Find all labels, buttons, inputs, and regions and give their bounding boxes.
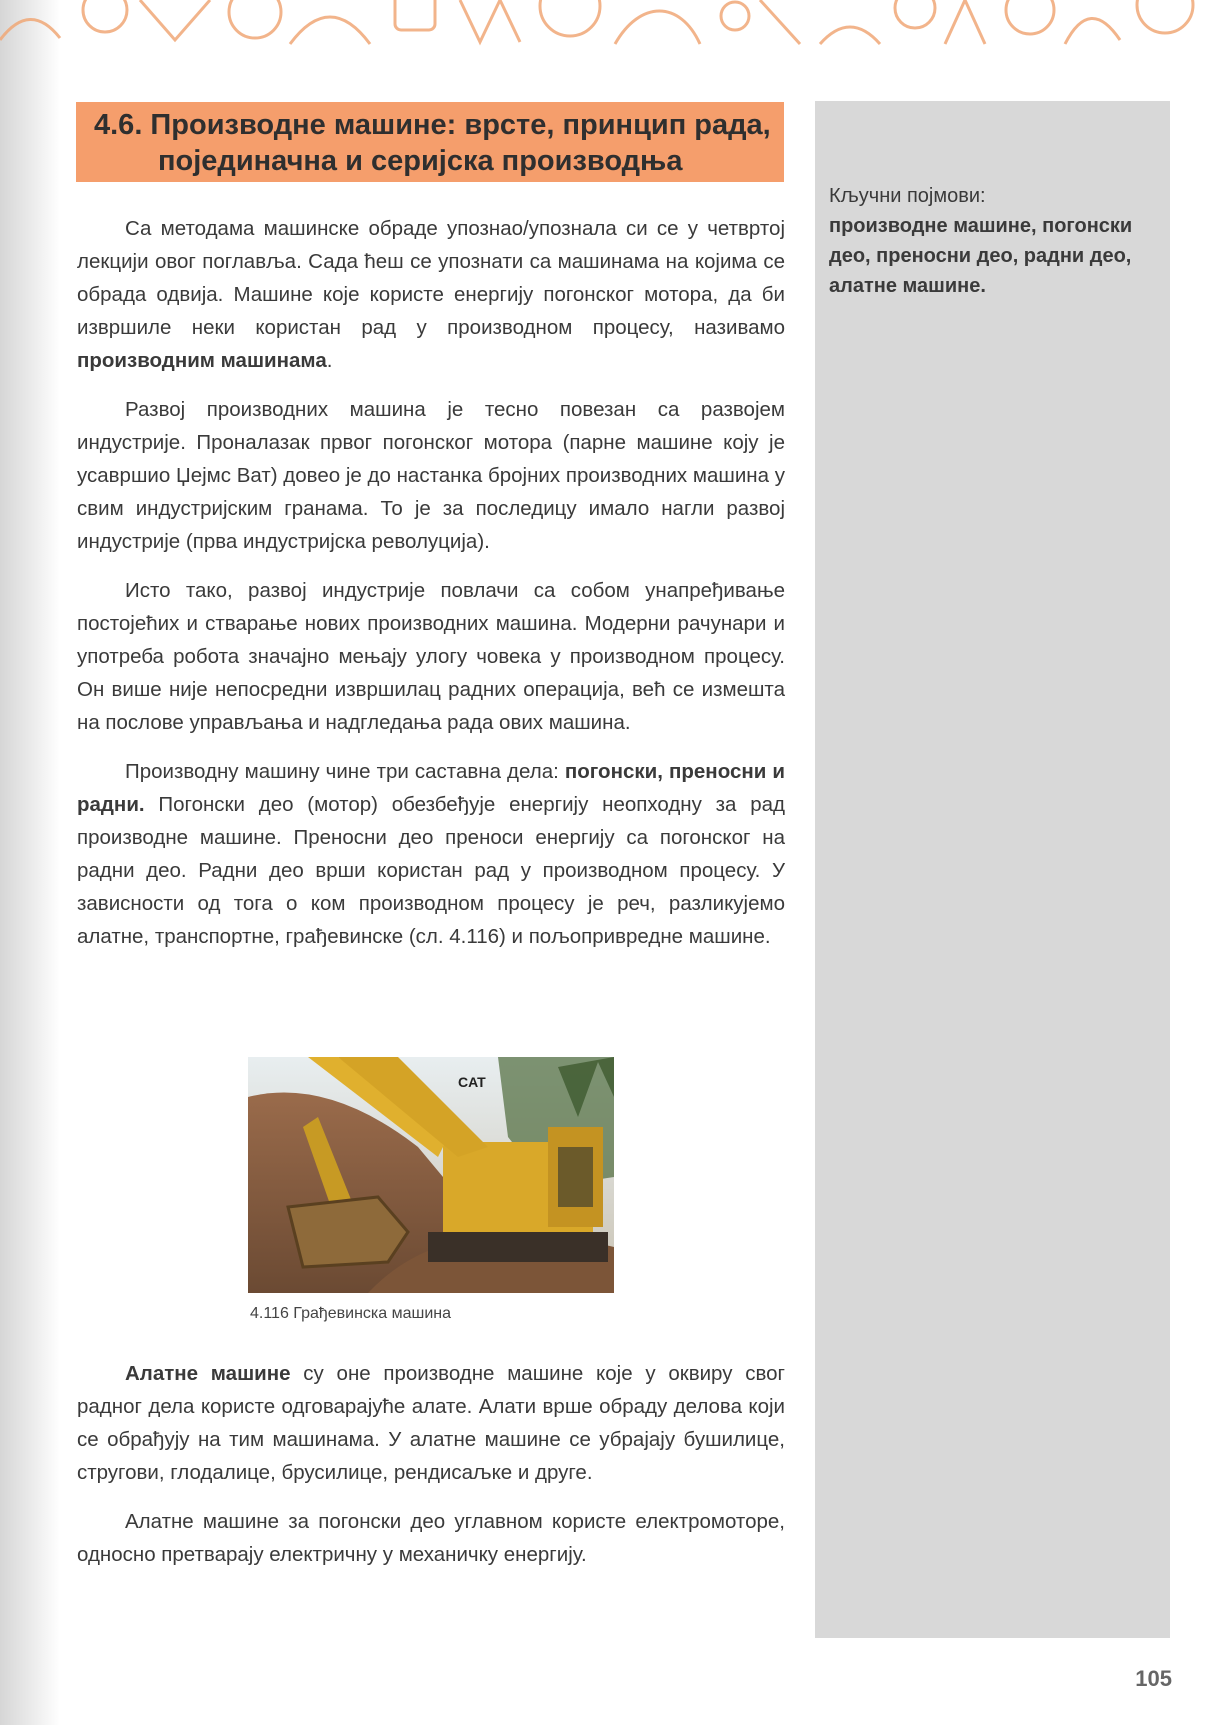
paragraph-1-end: . [326,349,333,372]
page-edge-shadow [0,0,60,1725]
figure-caption: 4.116 Грађевинска машина [250,1305,452,1322]
section-title [76,102,784,182]
paragraph-4-bold-2: преносни и радни. [77,760,786,816]
body-text-upper [77,212,785,969]
paragraph-2: Развој производних машина је тесно повезан са развојем индустрије. Проналазак првог погонског мотора (парне машине коју је усавршио Џејмс Ват) довео је до настанка бројних производних машина у свим индустријским гранама. То је за последицу имало нагли развој индустрије (прва индустријска револуција). [77,398,785,553]
key-terms-sidebar [815,101,1170,1638]
paragraph-1-bold: производним машинама [77,349,327,372]
paragraph-5-end: су оне производне машине које у оквиру свог радног дела користе одговарајуће алате. Алати врше обраду делова који се обрађују на тим машинама. У алатне машине се убрајају бушилице, стругови, глодалице, брусилице, рендисаљке и друге. [77,1362,786,1484]
paragraph-5-bold: Алатне машине [125,1362,291,1385]
body-text-lower [77,1357,785,1587]
paragraph-4-bold-1: погонски [564,760,658,783]
paragraph-3: Исто тако, развој индустрије повлачи са собом унапређивање постојећих и стварање нових производних машина. Модерни рачунари и употреба робота значајно мењају улогу човека у производном процесу. Он више није непосредни извршилац радних операција, већ се измешта на послове управљања и надгледања рада ових машина. [77,579,785,734]
decorative-header-ornament [0,0,1217,48]
paragraph-4-start: Производну машину чине три саставна дела: [125,760,565,783]
section-title-line-2: појединачна и серијска производња [158,145,683,177]
excavator-photo [248,1057,614,1293]
paragraph-6: Алатне машине за погонски део углавном користе електромоторе, односно претварају електричну у механичку енергију. [77,1510,785,1566]
paragraph-1 [77,212,785,377]
paragraph-1-text: Са методама машинске обраде упознао/упознала си се у четвртој лекцији овог поглавља. Сада ћеш се упознати са машинама на којима се обрада одвија. Машине које користе енергију погонског мотора, да би извршиле неки користан рад у производном процесу, називамо [77,217,785,339]
section-title-line-1: 4.6. Производне машине: врсте, принцип рада, [94,109,771,141]
paragraph-4 [77,755,785,953]
cat-logo-text: CAT [458,1074,486,1090]
paragraph-4-mid: , [657,760,669,783]
figure-4-116 [248,1057,614,1323]
page-number: 105 [1135,1666,1172,1691]
paragraph-4-end: Погонски део (мотор) обезбеђује енергију неопходну за рад производне машине. Преносни део преноси енергију са погонског на радни део. Радни део врши користан рад у производном процесу. У зависности од тога о ком производном процесу је реч, разликујемо алатне, транспортне, грађевинске (сл. 4.116) и пољопривредне машине. [77,793,785,948]
key-terms-label: Кључни појмови: [829,185,986,207]
paragraph-5 [77,1357,785,1489]
key-terms-list: производне машине, погонски део, преносни део, радни део, алатне машине. [829,215,1133,297]
